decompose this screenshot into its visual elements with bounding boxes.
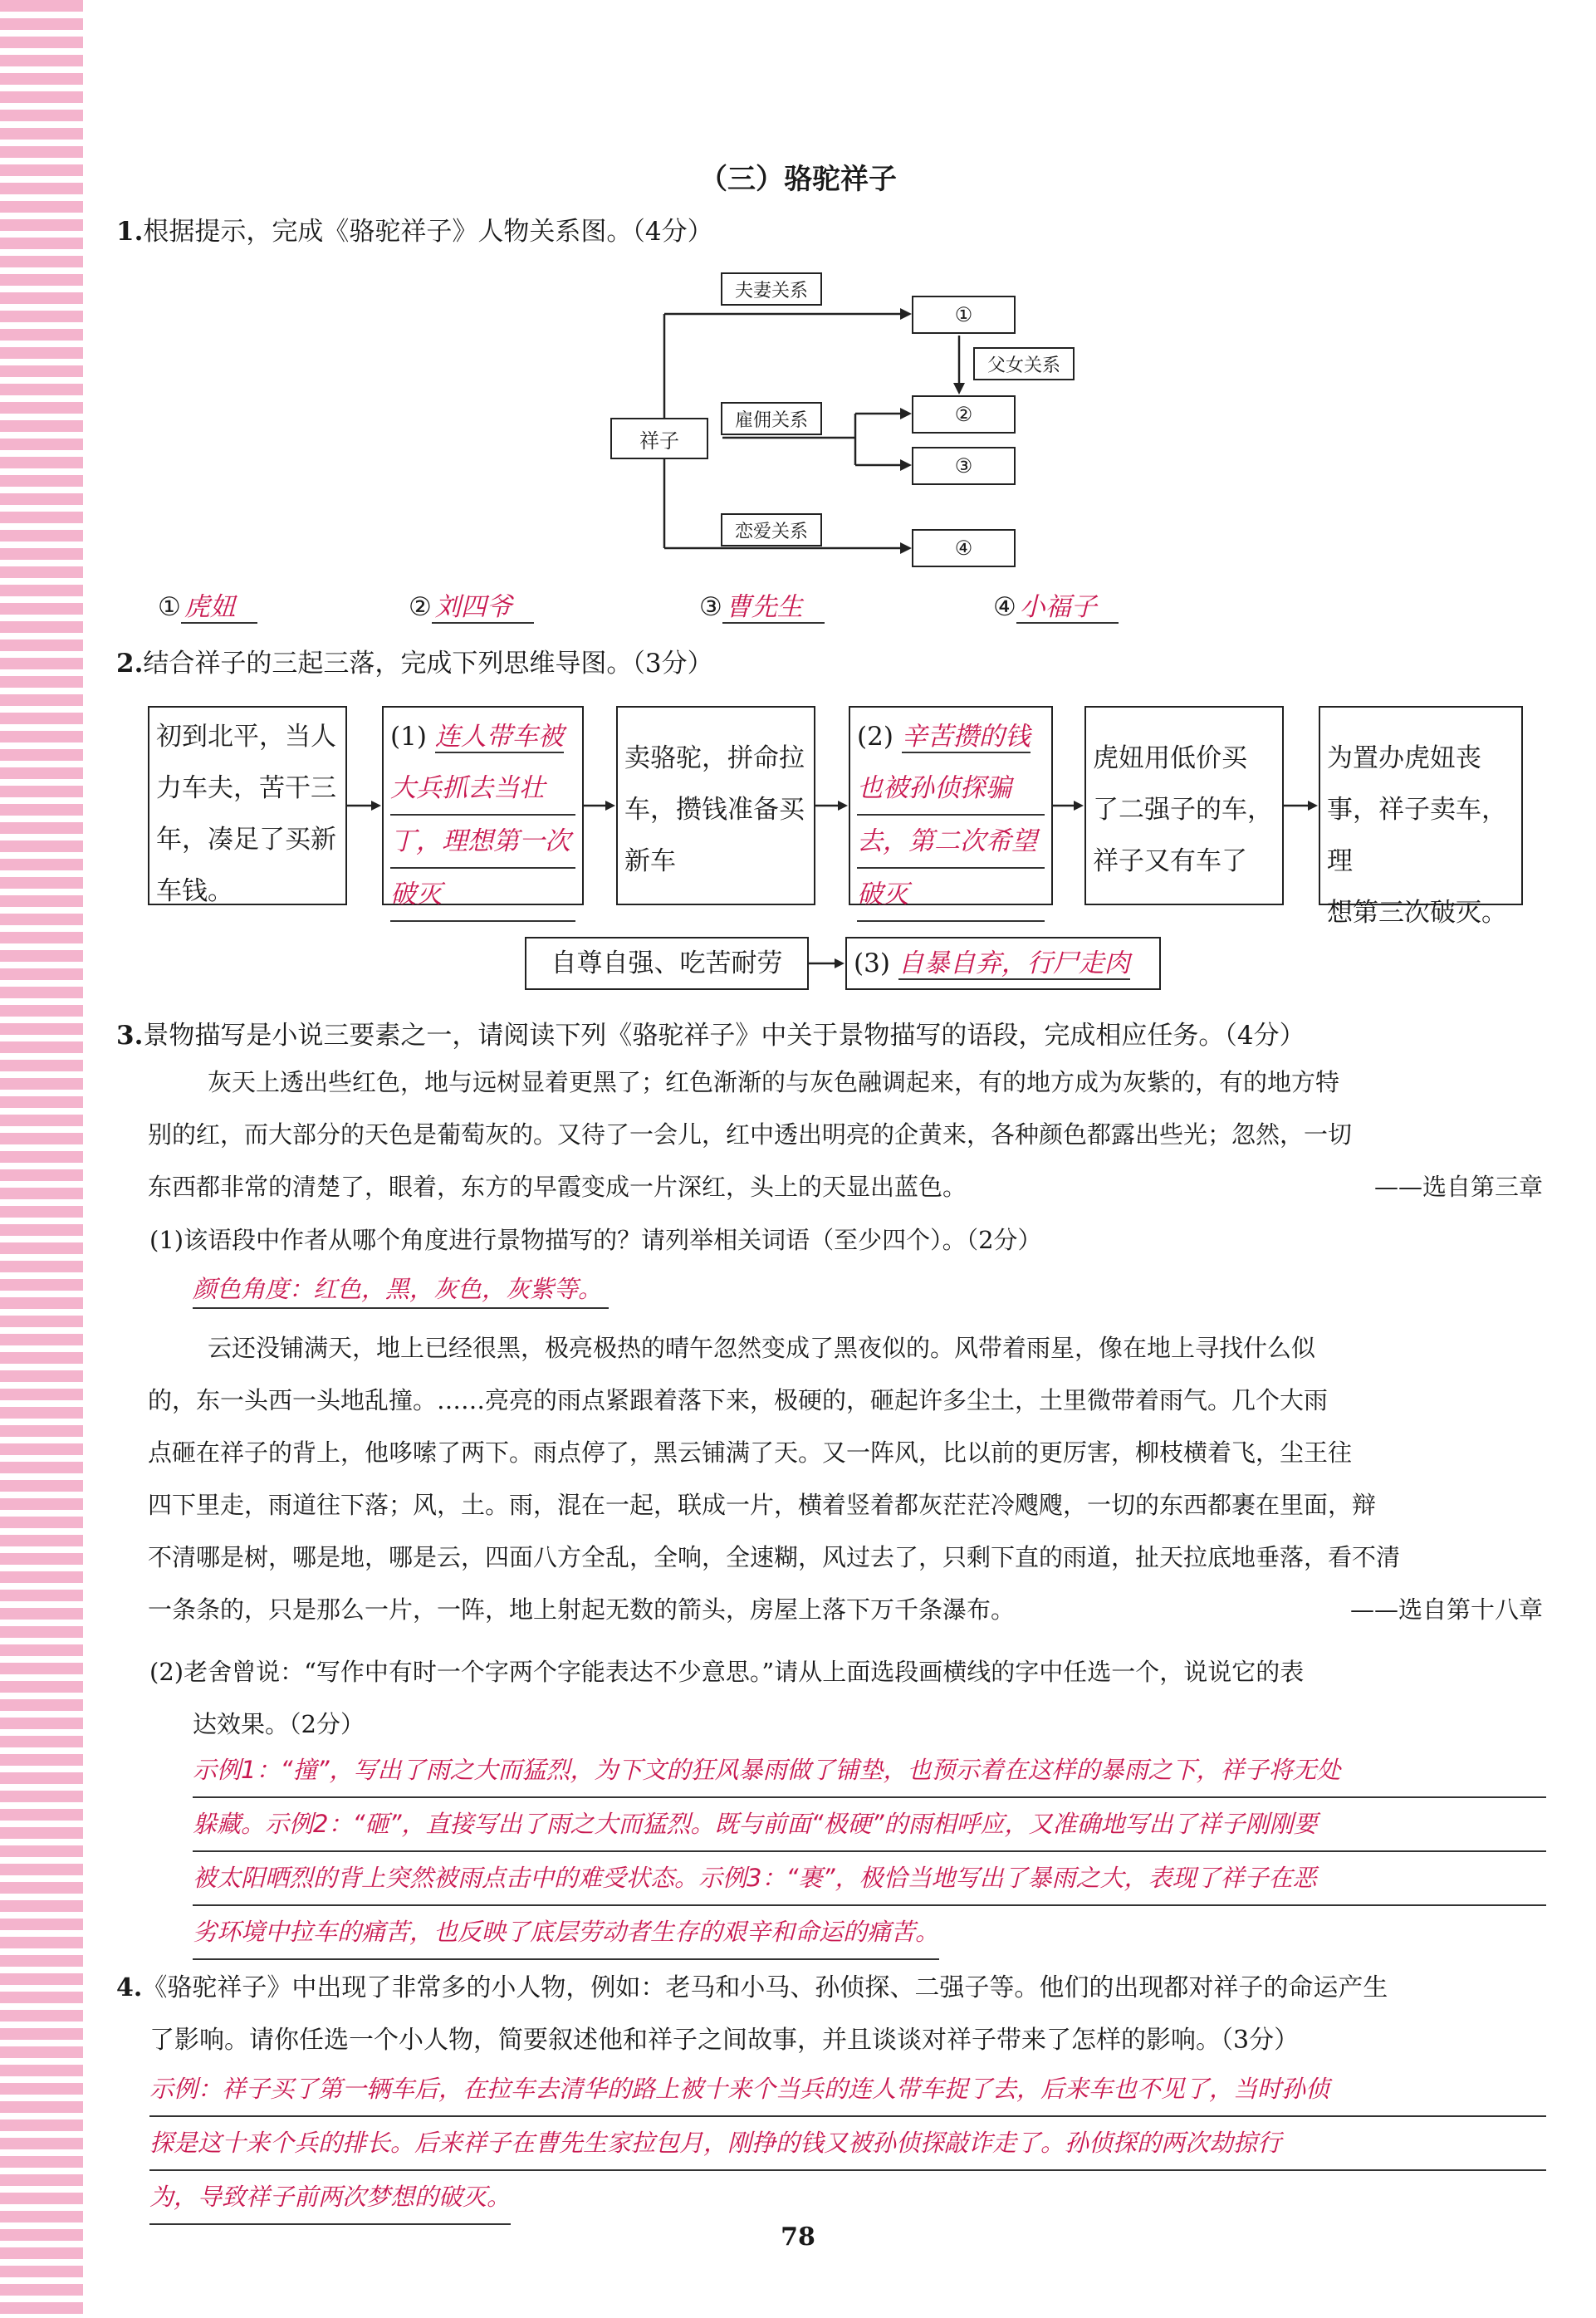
label-couple: 夫妻关系	[721, 272, 822, 306]
answer-4-item: ④ 小福子	[993, 590, 1119, 625]
question-3: 3.景物描写是小说三要素之一，请阅读下列《骆驼祥子》中关于景物描写的语段，完成相应任务。（4分）	[116, 1021, 1305, 1051]
answer-4-value: 小福子	[1016, 592, 1119, 624]
section-title: （三）骆驼祥子	[699, 163, 897, 196]
question-4: 4.《骆驼祥子》中出现了非常多的小人物，例如：老马和小马、孙侦探、二强子等。他们的出现都对祥子的命运产生 了影响。请你任选一个小人物，简要叙述他和祥子之间故事，并且谈谈对祥子带来了怎样的影响。（3分）	[116, 1973, 1388, 2055]
page-number: 78	[781, 2222, 815, 2252]
mindmap-box-4: (2) 辛苦攒的钱 也被孙侦探骗 去，第二次希望 破灭	[849, 706, 1053, 905]
mindmap-box-8: (3) 自暴自弃，行尸走肉	[845, 937, 1161, 990]
sub-question-2: (2)老舍曾说：“写作中有时一个字两个字能表达不少意思。”请从上面选段画横线的字中任选一个，说说它的表 达效果。（2分）	[149, 1658, 1305, 1738]
answer-1-value: 虎妞	[181, 592, 257, 624]
answer-1-item: ① 虎妞	[158, 590, 257, 625]
sub-answer-1: 颜色角度：红色，黑，灰色，灰紫等。	[193, 1271, 609, 1309]
label-father: 父女关系	[973, 347, 1075, 380]
question-1-text: 根据提示，完成《骆驼祥子》人物关系图。（4分）	[143, 217, 713, 247]
passage-1: 灰天上透出些红色，地与远树显着更黑了；红色渐渐的与灰色融调起来，有的地方成为灰紫的，有的地方特 别的红，而大部分的天色是葡萄灰的。又待了一会儿，红中透出明亮的企黄来，各种颜色都露出些光；忽然，一切 东西都非常的清楚了，眼着，东方的早霞变成一片深红，头上的天显出蓝色。 ——选自第三章	[148, 1056, 1543, 1213]
question-2: 2.结合祥子的三起三落，完成下列思维导图。（3分）	[116, 649, 713, 679]
answer-2-value: 刘四爷	[432, 592, 534, 624]
mindmap-box-3: 卖骆驼，拼命拉 车，攒钱准备买 新车	[616, 706, 815, 905]
mindmap-box-1: 初到北平，当人 力车夫，苦干三 年，凑足了买新 车钱。	[148, 706, 347, 905]
slot-2: ②	[912, 395, 1016, 434]
slot-1: ①	[912, 296, 1016, 334]
mindmap-box-5: 虎妞用低价买 了二强子的车， 祥子又有车了	[1084, 706, 1284, 905]
mindmap-box-7: 自尊自强、吃苦耐劳	[525, 937, 809, 990]
label-employ: 雇佣关系	[721, 402, 822, 435]
label-love: 恋爱关系	[721, 513, 822, 546]
mindmap-box-2: (1) 连人带车被 大兵抓去当壮 丁，理想第一次 破灭	[382, 706, 584, 905]
slot-4: ④	[912, 529, 1016, 567]
answer-2-item: ② 刘四爷	[409, 590, 534, 625]
slot-3: ③	[912, 447, 1016, 485]
answer-3-value: 曹先生	[722, 592, 825, 624]
question-1-number: 1.	[116, 217, 144, 247]
node-xiangzi: 祥子	[610, 418, 708, 459]
mindmap-box-6: 为置办虎妞丧 事，祥子卖车，理 想第三次破灭。	[1319, 706, 1523, 905]
passage-2-source: ——选自第十八章	[1349, 1595, 1543, 1624]
answer-3-item: ③ 曹先生	[699, 590, 825, 625]
passage-2: 云还没铺满天，地上已经很黑，极亮极热的晴午忽然变成了黑夜似的。风带着雨星，像在地上寻找什么似 的，东一头西一头地乱撞。……亮亮的雨点紧跟着落下来，极硬的，砸起许多尘土，土里微带着雨气。几个大雨 点砸在祥子的背上，他哆嗦了两下。雨点停了，黑云铺满了天。又一阵风，比以前的更厉害，柳枝横着飞，尘王往 四下里走，雨道往下落；风，土。雨，混在一起，联成一片，横着竖着都灰茫茫冷飕飕，一切的东西都裹在里面，辩 不清哪是树，哪是地，哪是云，四面八方全乱，全响，全速糊，风过去了，只剩下直的雨道，扯天拉底地垂落，看不清 一条条的，只是那么一片，一阵，地上射起无数的箭头，房屋上落下万千条瀑布。 ——选自第十八章	[148, 1322, 1543, 1636]
sub-answer-2: 示例1：“撞”，写出了雨之大而猛烈，为下文的狂风暴雨做了铺垫，也预示着在这样的暴雨之下，祥子将无处 躲藏。示例2：“砸”，直接写出了雨之大而猛烈。既与前面“极硬”的雨相呼应，又准确地写出了祥子刚刚要 被太阳晒烈的背上突然被雨点击中的难受状态。示例3：“裹”，极恰当地写出了暴雨之大，表现了祥子在恶 劣环境中拉车的痛苦，也反映了底层劳动者生存的艰辛和命运的痛苦。	[193, 1744, 1546, 1960]
sub-question-1: (1)该语段中作者从哪个角度进行景物描写的？请列举相关词语（至少四个）。（2分）	[149, 1226, 1042, 1254]
passage-1-source: ——选自第三章	[1373, 1173, 1543, 1201]
answer-4-block: 示例：祥子买了第一辆车后，在拉车去清华的路上被十来个当兵的连人带车捉了去，后来车也不见了，当时孙侦 探是这十来个兵的排长。后来祥子在曹先生家拉包月，刚挣的钱又被孙侦探敲诈走了。孙侦探的两次劫掠行 为，导致祥子前两次梦想的破灭。	[149, 2063, 1546, 2225]
